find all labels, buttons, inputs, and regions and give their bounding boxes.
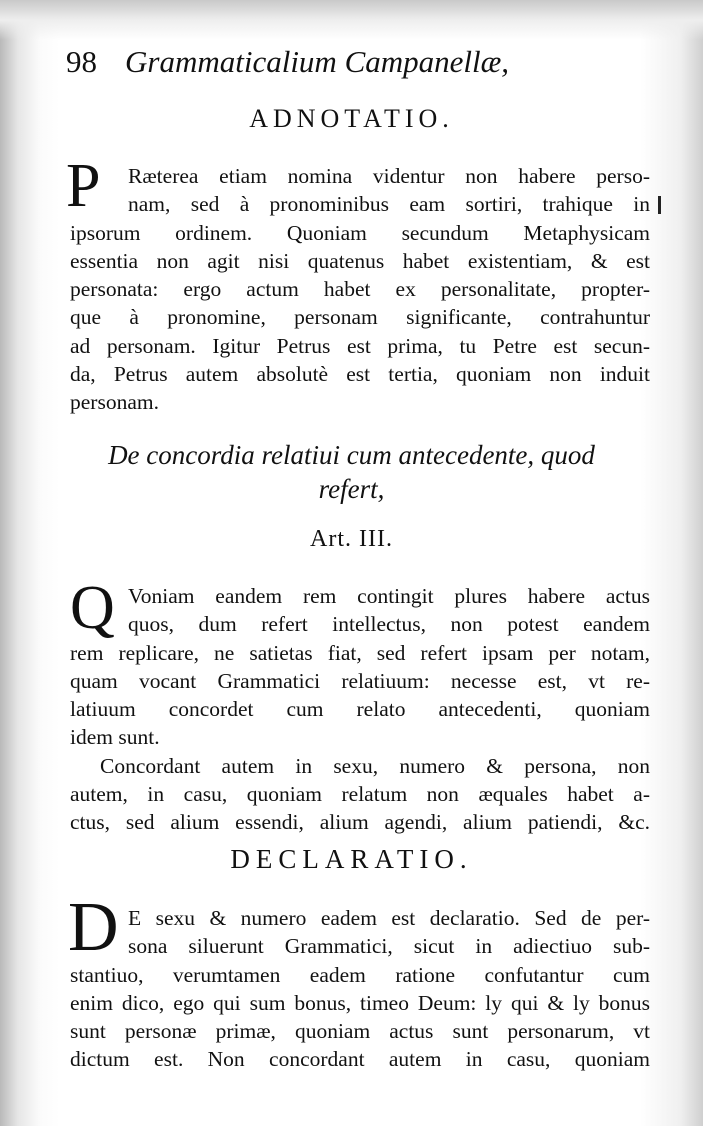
text-line: dictum est. Non concordant autem in casu, quoniam	[70, 1047, 650, 1072]
text-line: idem sunt.	[70, 725, 160, 750]
text-line: ipsorum ordinem. Quoniam secundum Metaphysicam	[70, 220, 650, 245]
declaratio-heading: DECLARATIO.	[230, 844, 473, 874]
text-line: ctus, sed alium essendi, alium agendi, alium patiendi, &c.	[70, 810, 650, 835]
article-number: Art. III.	[310, 526, 393, 552]
dropcap-q: Q	[70, 574, 115, 642]
text-line: Ræterea etiam nomina videntur non habere perso-	[128, 164, 650, 188]
text-line: latiuum concordet cum relato antecedenti, quoniam	[70, 697, 650, 722]
text-line: Concordant autem in sexu, numero & persona, non	[100, 753, 650, 778]
text-line: essentia non agit nisi quatenus habet existentiam, & est	[70, 248, 650, 273]
text-line: rem replicare, ne satietas fiat, sed refert ipsam per notam,	[70, 640, 650, 665]
text-line: sona siluerunt Grammatici, sicut in adiectiuo sub-	[128, 934, 650, 959]
text-line: E sexu & numero eadem est declaratio. Sed de per-	[128, 906, 650, 930]
section-title-line: refert,	[318, 474, 385, 504]
text-line: que à pronomine, personam significante, contrahuntur	[70, 305, 650, 330]
text-line: quos, dum refert intellectus, non potest eandem	[128, 612, 650, 637]
declaratio-paragraph	[70, 904, 650, 1074]
text-line: ad personam. Igitur Petrus est prima, tu Petre est secun-	[70, 333, 650, 358]
text-line: Voniam eandem rem contingit plures habere actus	[128, 584, 650, 608]
section-title	[0, 438, 703, 506]
adnotatio-heading: ADNOTATIO.	[249, 104, 454, 133]
text-line: da, Petrus autem absolutè est tertia, quoniam non induit	[70, 362, 650, 387]
text-line: enim dico, ego qui sum bonus, timeo Deum: ly qui & ly bonus	[70, 990, 650, 1015]
dropcap-d: D	[68, 889, 119, 966]
text-line: personam.	[70, 390, 159, 415]
running-head	[66, 44, 666, 90]
scan-shading	[0, 0, 703, 40]
page-number: 98	[66, 44, 97, 79]
dropcap-p: P	[66, 152, 101, 220]
text-line: sunt personæ primæ, quoniam actus sunt personarum, vt	[70, 1019, 650, 1044]
running-title: Grammaticalium Campanellæ,	[125, 44, 510, 79]
section-title-line: De concordia relatiui cum antecedente, quod	[108, 440, 595, 470]
text-line: nam, sed à pronominibus eam sortiri, trahique in	[128, 192, 650, 217]
adnotatio-paragraph	[70, 162, 650, 417]
text-line: personata: ergo actum habet ex personalitate, propter-	[70, 277, 650, 302]
article-paragraph	[70, 582, 650, 837]
text-line: stantiuo, verumtamen eadem ratione confutantur cum	[70, 962, 650, 987]
text-line: quam vocant Grammatici relatiuum: necesse est, vt re-	[70, 668, 650, 693]
text-line: autem, in casu, quoniam relatum non æquales habet a-	[70, 782, 650, 807]
margin-mark	[658, 196, 661, 214]
